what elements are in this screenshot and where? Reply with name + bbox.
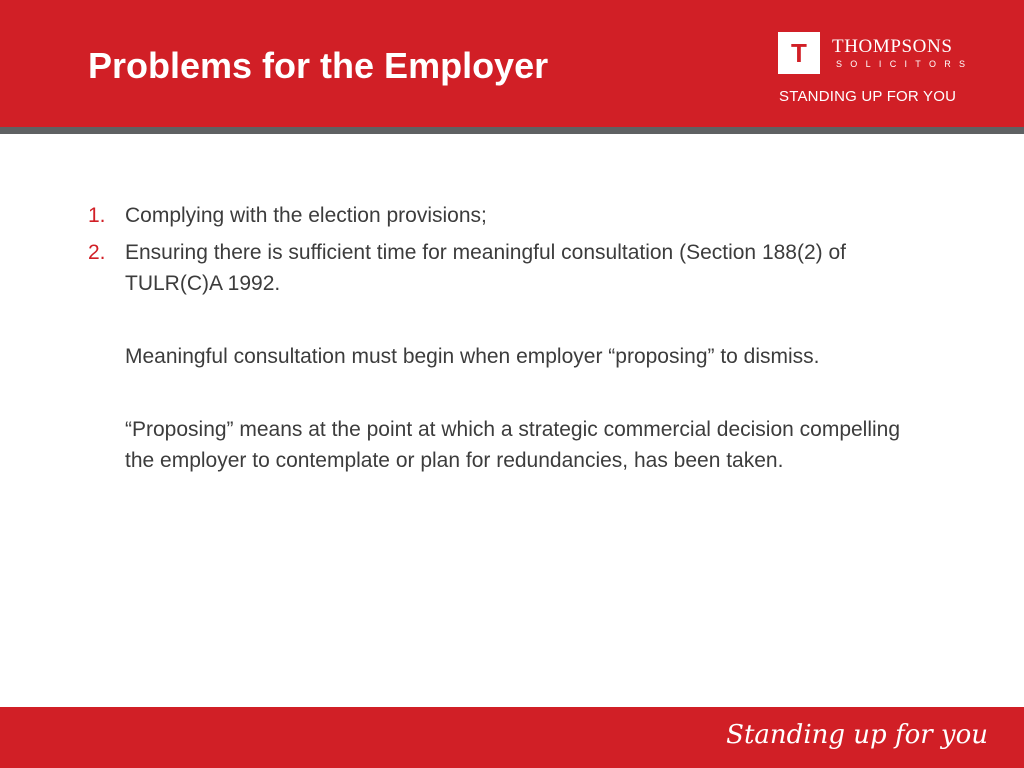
logo-name: THOMPSONS — [832, 36, 953, 57]
paragraph: Meaningful consultation must begin when employer “proposing” to dismiss. — [125, 345, 820, 368]
item-number: 1. — [88, 204, 106, 227]
item-text: Complying with the election provisions; — [125, 204, 487, 227]
numbered-item — [88, 237, 918, 299]
slide-title: Problems for the Employer — [88, 45, 549, 86]
header-divider — [0, 127, 1024, 134]
numbered-item — [88, 200, 918, 231]
item-text: Ensuring there is sufficient time for meaningful consultation (Section 188(2) of TULR(C)A 1992. — [125, 241, 846, 295]
paragraph: “Proposing” means at the point at which a strategic commercial decision compelling the employer to contemplate or plan for redundancies, has been taken. — [125, 418, 901, 472]
thompsons-logo — [778, 32, 988, 108]
logo-tagline: STANDING UP FOR YOU — [779, 88, 957, 105]
footer-tagline: Standing up for you — [726, 720, 988, 750]
logo-subtitle: SOLICITORS — [836, 59, 974, 69]
logo-letter: T — [791, 38, 807, 68]
footer-bar — [0, 707, 1024, 768]
slide-body — [88, 200, 918, 476]
logo-mark — [778, 32, 820, 74]
item-number: 2. — [88, 241, 106, 264]
header-bar — [0, 0, 1024, 127]
